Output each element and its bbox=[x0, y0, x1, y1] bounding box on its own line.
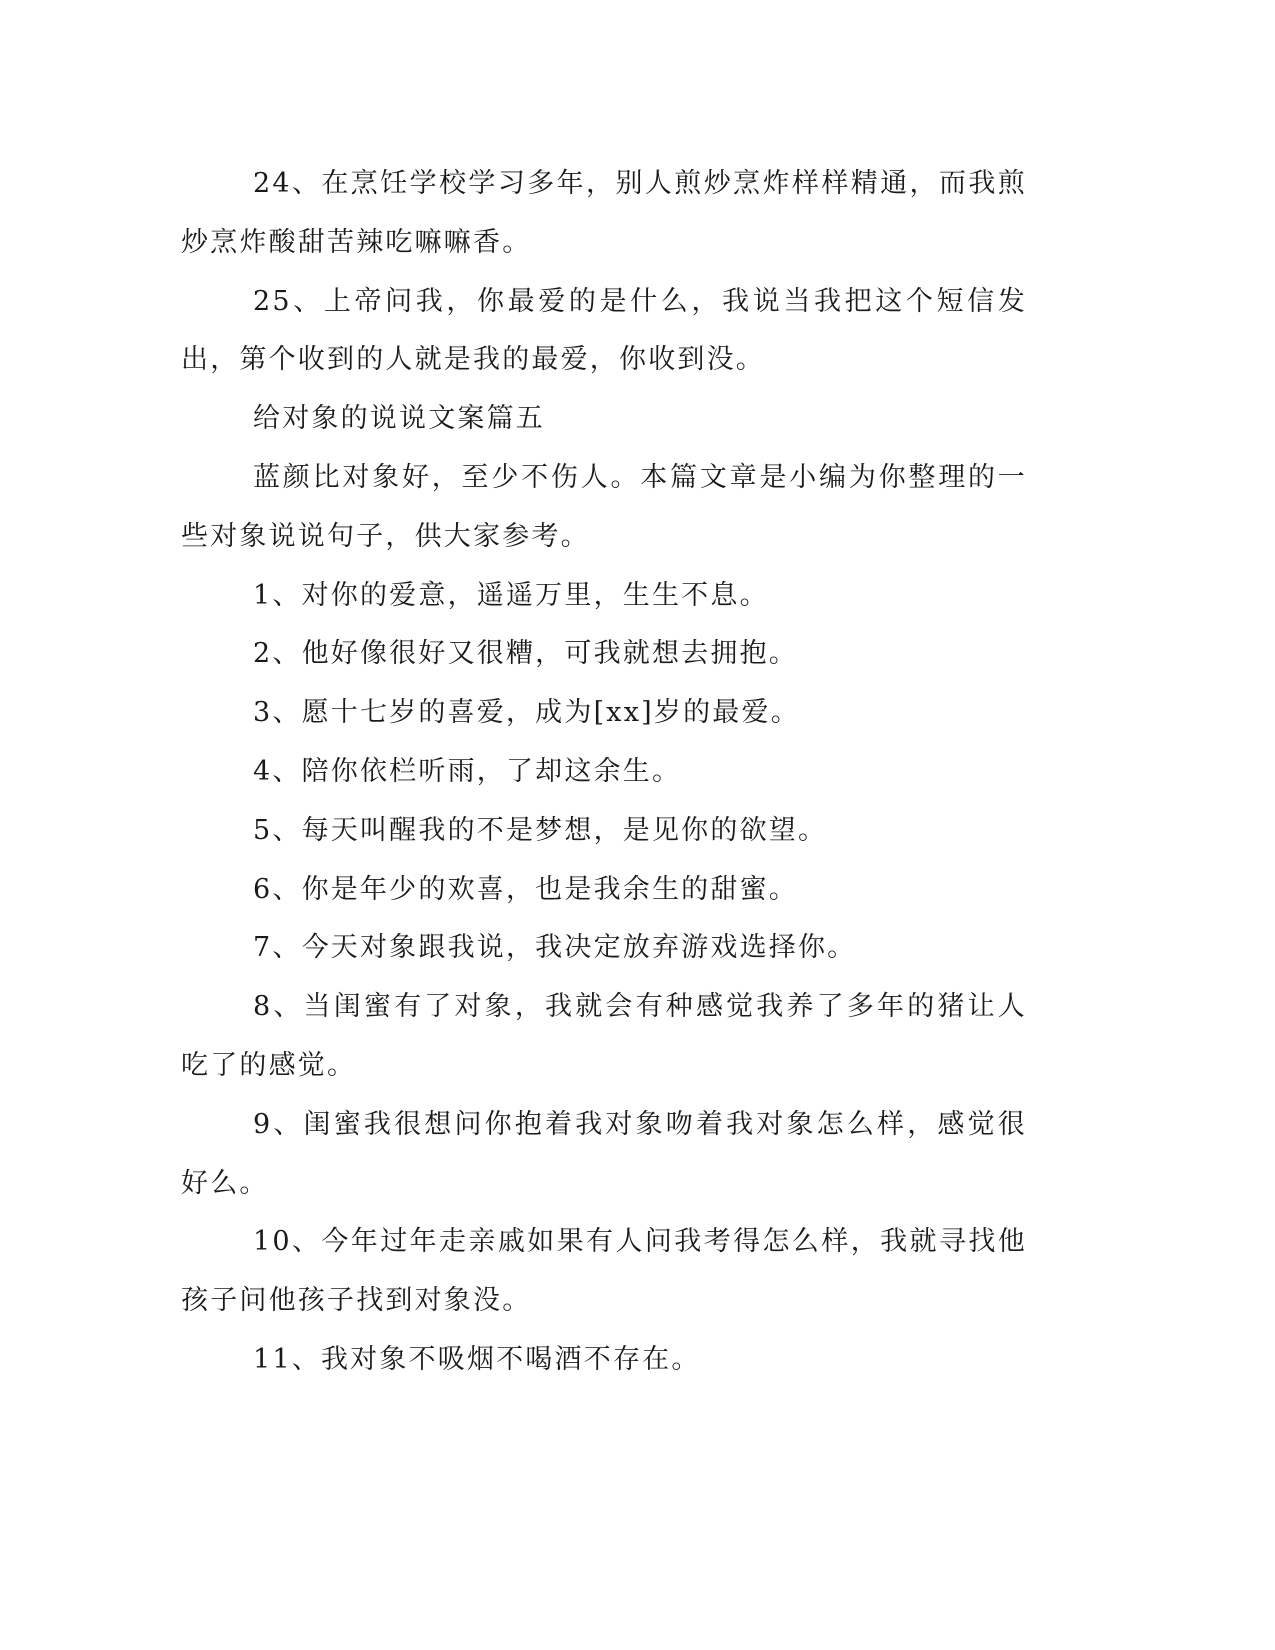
document-body bbox=[181, 155, 1027, 1390]
intro-paragraph: 蓝颜比对象好，至少不伤人。本篇文章是小编为你整理的一些对象说说句子，供大家参考。 bbox=[181, 461, 1027, 552]
list-item-6: 6、你是年少的欢喜，也是我余生的甜蜜。 bbox=[253, 873, 798, 905]
list-item-3: 3、愿十七岁的喜爱，成为[xx]岁的最爱。 bbox=[253, 697, 800, 729]
section-heading: 给对象的说说文案篇五 bbox=[253, 403, 545, 435]
paragraph-24: 24、在烹饪学校学习多年，别人煎炒烹炸样样精通，而我煎炒烹炸酸甜苦辣吃嘛嘛香。 bbox=[181, 168, 1027, 258]
list-item-9: 9、闺蜜我很想问你抱着我对象吻着我对象怎么样，感觉很好么。 bbox=[181, 1108, 1027, 1199]
list-item-7: 7、今天对象跟我说，我决定放弃游戏选择你。 bbox=[253, 932, 857, 964]
list-item-1: 1、对你的爱意，遥遥万里，生生不息。 bbox=[253, 579, 769, 611]
paragraph-25: 25、上帝问我，你最爱的是什么，我说当我把这个短信发出，第个收到的人就是我的最爱，你收到没。 bbox=[181, 285, 1027, 376]
list-item-11: 11、我对象不吸烟不喝酒不存在。 bbox=[253, 1343, 701, 1375]
list-item-4: 4、陪你依栏听雨，了却这余生。 bbox=[253, 755, 682, 787]
list-item-2: 2、他好像很好又很糟，可我就想去拥抱。 bbox=[253, 638, 798, 670]
list-item-10: 10、今年过年走亲戚如果有人问我考得怎么样，我就寻找他孩子问他孩子找到对象没。 bbox=[181, 1226, 1027, 1317]
list-item-5: 5、每天叫醒我的不是梦想，是见你的欲望。 bbox=[253, 814, 828, 846]
list-item-8: 8、当闺蜜有了对象，我就会有种感觉我养了多年的猪让人吃了的感觉。 bbox=[181, 991, 1027, 1081]
